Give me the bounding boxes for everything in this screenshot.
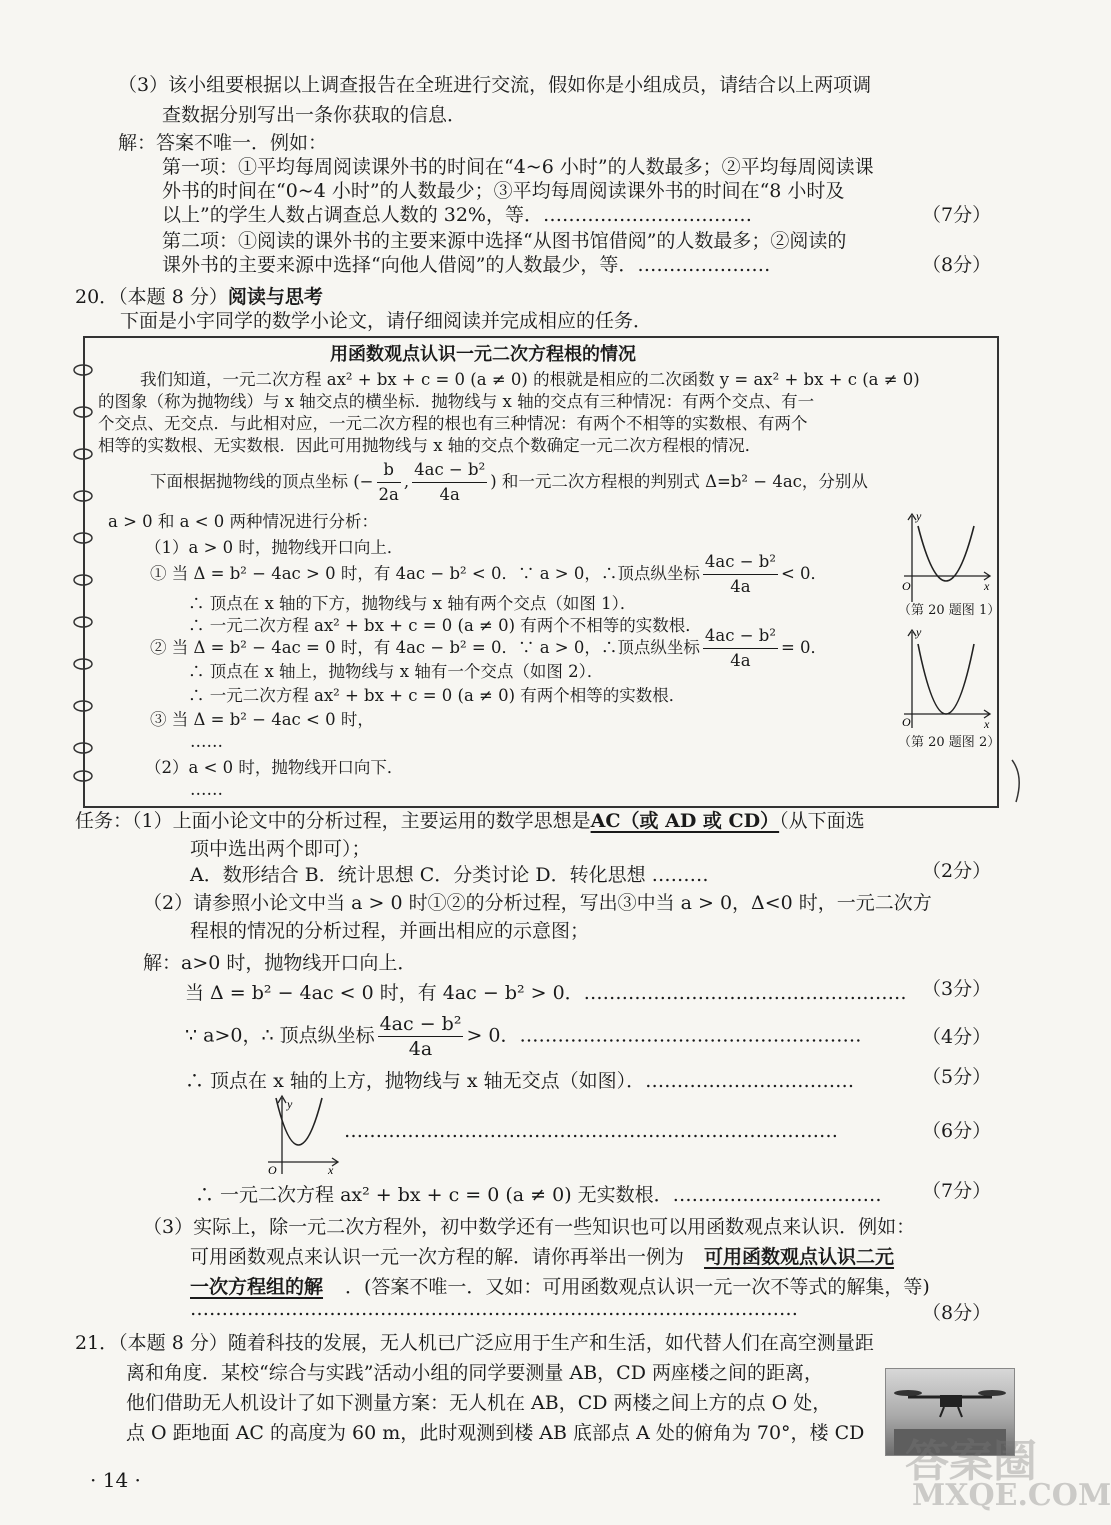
- essay-line: ∴ 一元二次方程 ax² + bx + c = 0 (a ≠ 0) 有两个相等的实数根．: [188, 686, 686, 705]
- numerator: 4ac − b²: [414, 460, 486, 479]
- binder-ring-icon: [71, 656, 95, 672]
- binder-ring-icon: [71, 614, 95, 630]
- denominator: 4a: [378, 1036, 464, 1061]
- fraction: [703, 550, 778, 599]
- text: < 0．: [780, 564, 828, 583]
- watermark-logo: 答案圈: [905, 1436, 1037, 1487]
- origin-label: O: [902, 579, 911, 593]
- text: ① 当 Δ = b² − 4ac > 0 时，有 4ac − b² < 0．∵ a > 0，∴顶点纵坐标: [150, 564, 700, 583]
- numerator: 4ac − b²: [704, 626, 776, 645]
- essay-line: ∴ 顶点在 x 轴的下方，抛物线与 x 轴有两个交点（如图 1）．: [188, 594, 637, 613]
- fraction: [703, 624, 778, 673]
- fraction: [412, 458, 487, 507]
- binder-ring-icon: [71, 740, 95, 756]
- axis-label-y: y: [916, 509, 922, 523]
- binder-ring-icon: [71, 572, 95, 588]
- text: 任务：（1）上面小论文中的分析过程，主要运用的数学思想是: [75, 810, 591, 832]
- essay-line: ……: [190, 780, 223, 799]
- q21-line: 21．（本题 8 分）随着科技的发展，无人机已广泛应用于生产和生活，如代替人们在高空测量距: [75, 1332, 874, 1354]
- score-label: （8分）: [922, 254, 992, 276]
- numerator: 4ac − b²: [704, 552, 776, 571]
- origin-label: O: [902, 715, 911, 729]
- axis-label-y: y: [287, 1097, 293, 1111]
- text: （从下面选: [779, 810, 865, 832]
- denominator: 4a: [412, 482, 487, 507]
- text: = 0．: [780, 638, 828, 657]
- text: ) 和一元二次方程根的判别式 Δ=b² − 4ac，分别从: [490, 472, 868, 491]
- text: 可用函数观点来认识一元一次方程的解．请你再举出一例为: [190, 1246, 685, 1268]
- essay-line: 相等的实数根、无实数根．因此可用抛物线与 x 轴的交点个数确定一元二次方程根的情况．: [98, 436, 762, 455]
- essay-title: 用函数观点认识一元二次方程根的情况: [330, 344, 636, 365]
- essay-line: （2）a < 0 时，抛物线开口向下．: [145, 758, 404, 777]
- essay-line: 的图象（称为抛物线）与 x 轴交点的横坐标．抛物线与 x 轴的交点有三种情况：有两个交点、有一: [98, 392, 815, 411]
- score-label: （7分）: [922, 1180, 992, 1202]
- score-label: （3分）: [922, 978, 992, 1000]
- score-label: （8分）: [922, 1302, 992, 1324]
- essay-line: （1）a > 0 时，抛物线开口向上．: [145, 538, 404, 557]
- origin-label: O: [268, 1163, 277, 1177]
- q21-line: 离和角度．某校“综合与实践”活动小组的同学要测量 AB，CD 两座楼之间的距离，: [126, 1362, 823, 1384]
- q21-line: 他们借助无人机设计了如下测量方案：无人机在 AB，CD 两楼之间上方的点 O 处，: [126, 1392, 832, 1414]
- axis-label-x: x: [984, 579, 990, 593]
- task3-line2: [190, 1244, 894, 1270]
- fraction: [377, 458, 401, 507]
- essay-line: 我们知道，一元二次方程 ax² + bx + c = 0 (a ≠ 0) 的根就是相应的二次函数 y = ax² + bx + c (a ≠ 0): [140, 370, 920, 389]
- dotted-leader: ……………………………………………………………………………………: [190, 1298, 798, 1320]
- parabola-figure-1: [898, 510, 994, 606]
- answer-line: 以上”的学生人数占调查总人数的 32%，等．……………………………: [162, 204, 752, 226]
- binder-ring-icon: [71, 446, 95, 462]
- score-label: （6分）: [922, 1120, 992, 1142]
- essay-line: a > 0 和 a < 0 两种情况进行分析：: [108, 512, 379, 531]
- binder-ring-icon: [71, 698, 95, 714]
- denominator: 4a: [703, 574, 778, 599]
- task1-options: A．数形结合 B．统计思想 C．分类讨论 D．转化思想 ………: [190, 864, 709, 886]
- denominator: 2a: [377, 482, 401, 507]
- task1-line1: [75, 808, 865, 834]
- q19-part3-line1: （3）该小组要根据以上调查报告在全班进行交流，假如你是小组成员，请结合以上两项调: [118, 74, 872, 96]
- answer-line: 第一项：①平均每周阅读课外书的时间在“4~6 小时”的人数最多；②平均每周阅读课: [162, 156, 874, 178]
- solution-line: 解：a>0 时，抛物线开口向上．: [143, 952, 417, 974]
- score-label: （7分）: [922, 204, 992, 226]
- page-number: · 14 ·: [90, 1468, 141, 1492]
- task1-answer: AC（或 AD 或 CD）: [590, 810, 780, 832]
- parabola-figure-solution: [258, 1092, 344, 1176]
- figure-2-caption: （第 20 题图 2）: [898, 735, 1001, 750]
- numerator: 4ac − b²: [379, 1013, 462, 1035]
- answer-line: 第二项：①阅读的课外书的主要来源中选择“从图书馆借阅”的人数最多；②阅读的: [162, 230, 847, 252]
- q21-line: 点 O 距地面 AC 的高度为 60 m，此时观测到楼 AB 底部点 A 处的俯角为 70°，楼 CD: [126, 1422, 865, 1444]
- text: > 0．………………………………………………: [466, 1024, 862, 1047]
- solution-conclusion: ∴ 一元二次方程 ax² + bx + c = 0 (a ≠ 0) 无实数根．……………………………: [195, 1184, 882, 1206]
- essay-line: ∴ 一元二次方程 ax² + bx + c = 0 (a ≠ 0) 有两个不相等的实数根．: [188, 616, 702, 635]
- essay-line: ……: [190, 732, 223, 751]
- task3-line1: （3）实际上，除一元二次方程外，初中数学还有一些知识也可以用函数观点来认识．例如：: [143, 1216, 916, 1238]
- axis-label-x: x: [328, 1163, 334, 1177]
- essay-line: ∴ 顶点在 x 轴上，抛物线与 x 轴有一个交点（如图 2）．: [188, 662, 604, 681]
- answer-line: 课外书的主要来源中选择“向他人借阅”的人数最少，等．…………………: [162, 254, 771, 276]
- solution-line: 当 Δ = b² − 4ac < 0 时，有 4ac − b² > 0．……………………………………………: [185, 982, 907, 1004]
- q20-intro: 下面是小宇同学的数学小论文，请仔细阅读并完成相应的任务．: [120, 310, 653, 332]
- essay-line: ③ 当 Δ = b² − 4ac < 0 时，: [150, 710, 374, 729]
- text: ．(答案不唯一．又如：可用函数观点认识一元一次不等式的解集，等): [345, 1276, 930, 1298]
- score-label: （4分）: [922, 1026, 992, 1048]
- binder-ring-icon: [71, 362, 95, 378]
- axis-label-y: y: [916, 625, 922, 639]
- solution-line-fraction: [185, 1012, 862, 1061]
- task2-line2: 程根的情况的分析过程，并画出相应的示意图；: [190, 920, 590, 942]
- q19-part3-line2: 查数据分别写出一条你获取的信息．: [162, 104, 467, 126]
- q20-topic: 阅读与思考: [227, 286, 323, 308]
- score-label: （2分）: [922, 860, 992, 882]
- q20-header: [75, 284, 323, 310]
- task3-answer-part2: 一次方程组的解: [190, 1276, 324, 1298]
- dotted-leader: ……………………………………………………………………: [344, 1120, 838, 1142]
- essay-vertex-line: 下面根据抛物线的顶点坐标 (− $\frac{b}{2a}$ , $\frac{\text{4ac − b²}}{4a}$ ) 和一元二次方程根的判别式 Δ=b² − 4ac，分别从: [150, 458, 868, 507]
- task2-line1: （2）请参照小论文中当 a > 0 时①②的分析过程，写出③中当 a > 0，Δ<0 时，一元二次方: [143, 892, 932, 914]
- binder-ring-icon: [71, 530, 95, 546]
- figure-1-caption: （第 20 题图 1）: [898, 603, 1001, 618]
- watermark-url: MXQE.COM: [912, 1478, 1111, 1513]
- answer-intro: 解：答案不唯一．例如：: [118, 132, 328, 154]
- task1-line2: 项中选出两个即可）；: [190, 838, 371, 860]
- score-label: （5分）: [922, 1066, 992, 1088]
- binder-ring-icon: [71, 488, 95, 504]
- answer-line: 外书的时间在“0~4 小时”的人数最少；③平均每周阅读课外书的时间在“8 小时及: [162, 180, 845, 202]
- q20-number: 20．（本题 8 分）: [75, 286, 228, 308]
- axis-label-x: x: [984, 717, 990, 731]
- task3-answer-part1: 可用函数观点认识二元: [704, 1246, 895, 1268]
- parabola-figure-2: [898, 624, 994, 730]
- solution-line: ∴ 顶点在 x 轴的上方，抛物线与 x 轴无交点（如图）．……………………………: [185, 1070, 855, 1092]
- numerator: b: [383, 460, 394, 479]
- page-curl-icon: [1010, 756, 1032, 806]
- text: ② 当 Δ = b² − 4ac = 0 时，有 4ac − b² = 0．∵ a > 0，∴顶点纵坐标: [150, 638, 700, 657]
- binder-ring-icon: [71, 768, 95, 784]
- fraction: [378, 1012, 464, 1061]
- text: ∵ a>0，∴ 顶点纵坐标: [185, 1024, 375, 1047]
- binder-ring-icon: [71, 404, 95, 420]
- denominator: 4a: [703, 648, 778, 673]
- text: 下面根据抛物线的顶点坐标 (−: [150, 472, 374, 491]
- essay-line: 个交点、无交点．与此相对应，一元二次方程的根也有三种情况：有两个不相等的实数根、有两个: [98, 414, 808, 433]
